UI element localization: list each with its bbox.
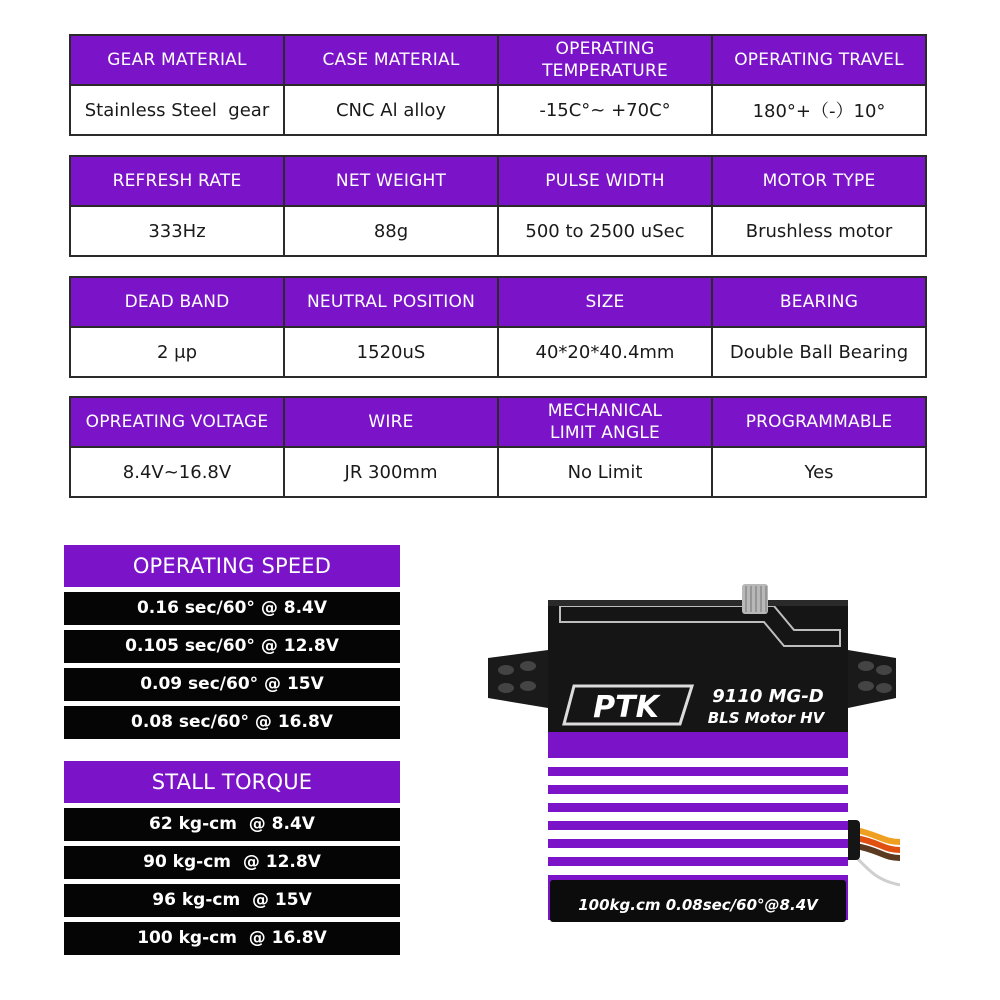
stall-torque-title: STALL TORQUE [64,761,400,803]
torque-row: 96 kg-cm @ 15V [64,884,400,917]
value-operating-voltage: 8.4V~16.8V [70,447,284,497]
servo-brand-label: PTK [593,690,659,725]
servo-output-spline-icon [742,584,768,614]
torque-row: 62 kg-cm @ 8.4V [64,808,400,841]
value-size: 40*20*40.4mm [498,327,712,377]
header-bearing: BEARING [712,277,926,327]
stall-torque-block [64,761,400,955]
torque-row: 90 kg-cm @ 12.8V [64,846,400,879]
servo-motor-label: BLS Motor HV [707,709,825,727]
value-bearing: Double Ball Bearing [712,327,926,377]
header-operating-voltage: OPREATING VOLTAGE [70,397,284,447]
servo-product-image [484,580,900,925]
value-neutral-position: 1520uS [284,327,498,377]
servo-wire [844,820,900,885]
operating-speed-block [64,545,400,739]
value-programmable: Yes [712,447,926,497]
header-mechanical-limit-angle: MECHANICAL LIMIT ANGLE [498,397,712,447]
servo-rating-label: 100kg.cm 0.08sec/60°@8.4V [578,896,818,914]
spec-table-1 [69,34,927,136]
speed-row: 0.16 sec/60° @ 8.4V [64,592,400,625]
header-motor-type: MOTOR TYPE [712,156,926,206]
servo-model-label: 9110 MG-D [712,686,824,707]
value-case-material: CNC Al alloy [284,85,498,135]
speed-row: 0.08 sec/60° @ 16.8V [64,706,400,739]
header-refresh-rate: REFRESH RATE [70,156,284,206]
speed-row: 0.09 sec/60° @ 15V [64,668,400,701]
value-operating-temperature: -15C°~ +70C° [498,85,712,135]
value-operating-travel: 180°+（-）10° [712,85,926,135]
operating-speed-title: OPERATING SPEED [64,545,400,587]
header-neutral-position: NEUTRAL POSITION [284,277,498,327]
value-motor-type: Brushless motor [712,206,926,256]
value-dead-band: 2 μp [70,327,284,377]
value-pulse-width: 500 to 2500 uSec [498,206,712,256]
header-size: SIZE [498,277,712,327]
value-net-weight: 88g [284,206,498,256]
header-net-weight: NET WEIGHT [284,156,498,206]
spec-table-4 [69,396,927,498]
header-dead-band: DEAD BAND [70,277,284,327]
header-case-material: CASE MATERIAL [284,35,498,85]
torque-row: 100 kg-cm @ 16.8V [64,922,400,955]
value-refresh-rate: 333Hz [70,206,284,256]
header-wire: WIRE [284,397,498,447]
value-gear-material: Stainless Steel gear [70,85,284,135]
header-operating-travel: OPERATING TRAVEL [712,35,926,85]
header-pulse-width: PULSE WIDTH [498,156,712,206]
servo-body [548,730,848,922]
spec-table-3 [69,276,927,378]
header-operating-temperature: OPERATING TEMPERATURE [498,35,712,85]
header-programmable: PROGRAMMABLE [712,397,926,447]
value-mechanical-limit-angle: No Limit [498,447,712,497]
speed-row: 0.105 sec/60° @ 12.8V [64,630,400,663]
value-wire: JR 300mm [284,447,498,497]
spec-table-2 [69,155,927,257]
header-gear-material: GEAR MATERIAL [70,35,284,85]
